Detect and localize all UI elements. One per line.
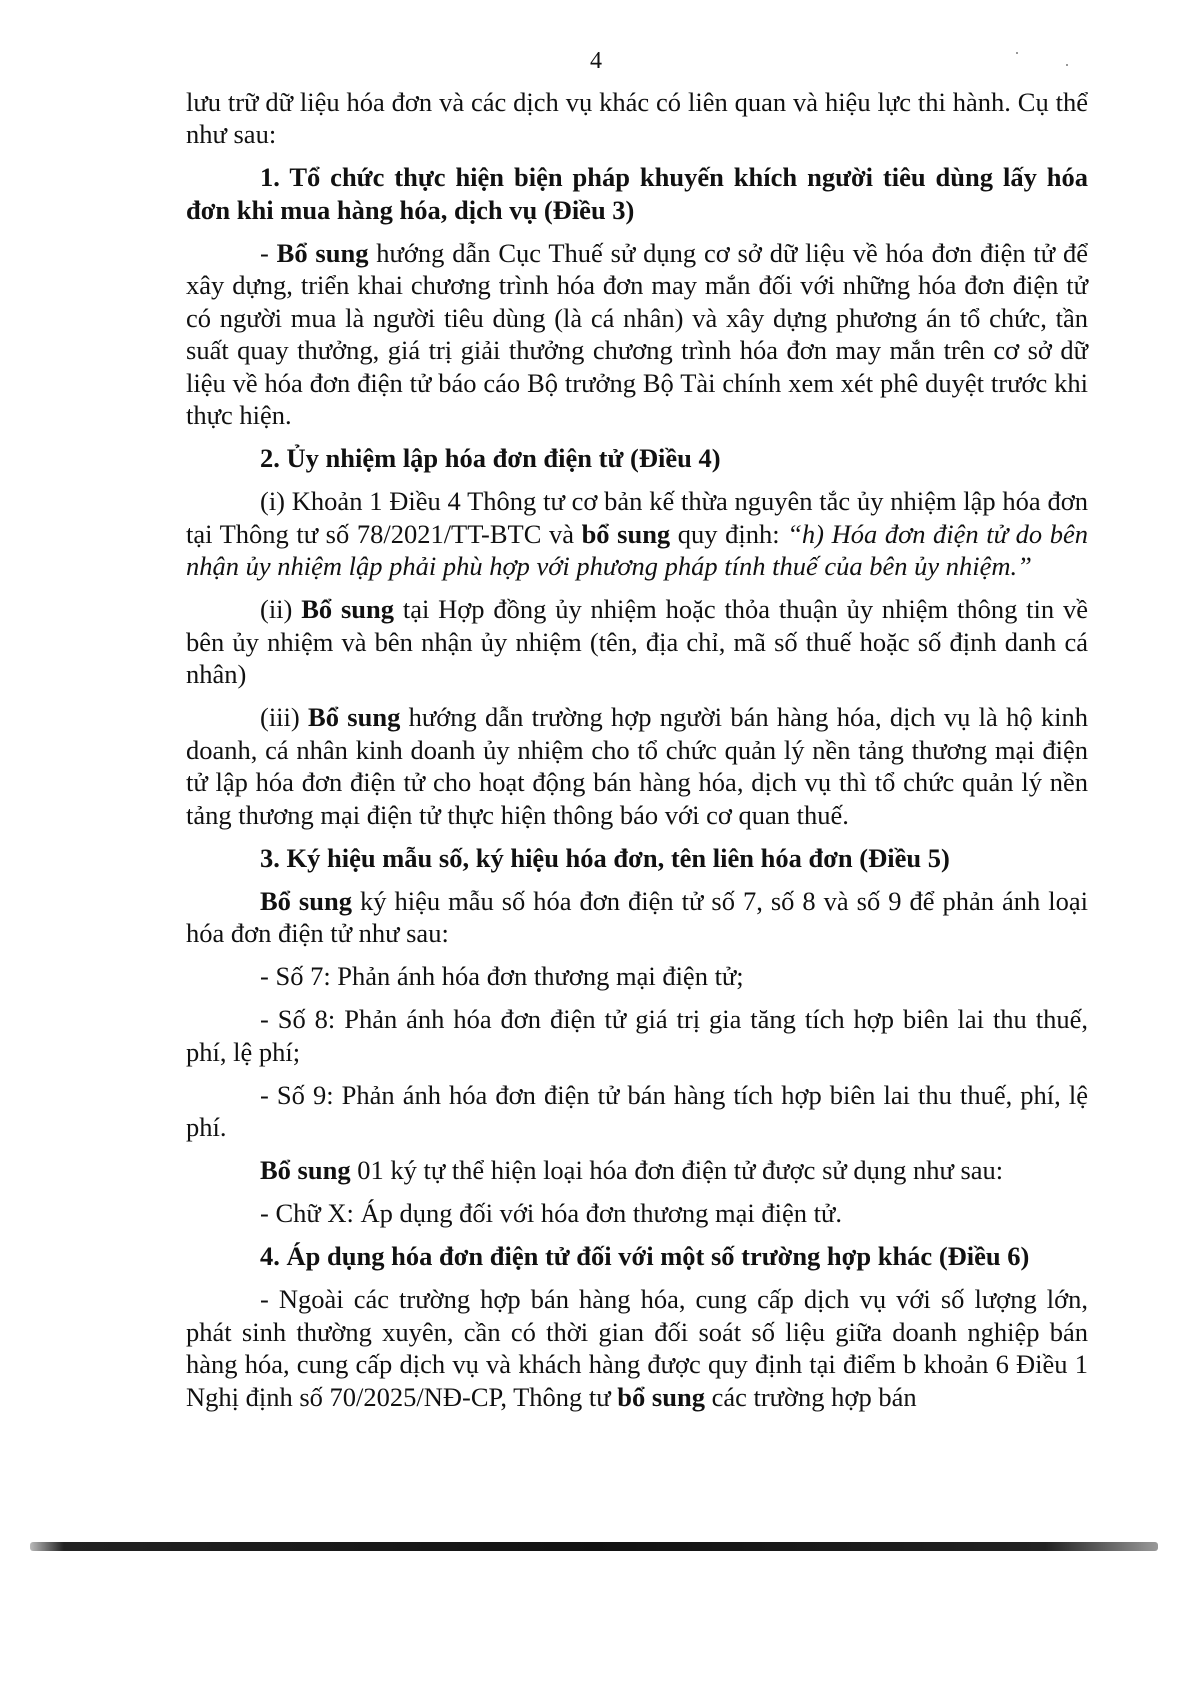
- emphasis-bold: Bổ sung: [260, 1155, 351, 1185]
- list-item: - Chữ X: Áp dụng đối với hóa đơn thương mại điện tử.: [260, 1198, 842, 1228]
- paragraph-text: hướng dẫn Cục Thuế sử dụng cơ sở dữ liệu về hóa đơn điện tử để xây dựng, triển khai chương trình hóa đơn may mắn đối với những hóa đơn điện tử có người mua là người tiêu dùng (là cá nhân) và xây dựng phương án tổ chức, tần suất quay thưởng, giá trị giải thưởng chương trình hóa đơn may mắn trên cơ sở dữ liệu về hóa đơn điện tử báo cáo Bộ trưởng Bộ Tài chính xem xét phê duyệt trước khi thực hiện.: [186, 237, 1088, 430]
- paragraph-text: hướng dẫn trường hợp người bán hàng hóa, dịch vụ là hộ kinh doanh, cá nhân kinh doanh ủy nhiệm cho tổ chức quản lý nền tảng thương mại điện tử lập hóa đơn điện tử cho hoạt động bán hàng hóa, dịch vụ thì tổ chức quản lý nền tảng thương mại điện tử thực hiện thông báo với cơ quan thuế.: [186, 702, 1088, 830]
- paragraph-lead: -: [260, 237, 277, 268]
- paragraph: [186, 885, 1088, 950]
- document-body: [186, 86, 1089, 1424]
- section-heading-1: 1. Tổ chức thực hiện biện pháp khuyến khích người tiêu dùng lấy hóa đơn khi mua hàng hóa, dịch vụ (Điều 3): [186, 162, 1088, 225]
- emphasis-bold: Bổ sung: [260, 885, 352, 916]
- paragraph: [186, 593, 1088, 691]
- list-item: - Số 9: Phản ánh hóa đơn điện tử bán hàng tích hợp biên lai thu thuế, phí, lệ phí.: [186, 1079, 1088, 1142]
- quoted-regulation: “h) Hóa đơn điện tử do bên nhận ủy nhiệm lập phải phù hợp với phương pháp tính thuế của bên ủy nhiệm.”: [186, 518, 1089, 581]
- emphasis-bold: Bổ sung: [308, 702, 401, 732]
- paragraph: [186, 1154, 1088, 1187]
- paragraph: [186, 237, 1088, 432]
- paragraph: [186, 701, 1088, 831]
- paragraph-text: ký hiệu mẫu số hóa đơn điện tử số 7, số 8 và số 9 để phản ánh loại hóa đơn điện tử như sau:: [186, 885, 1088, 948]
- emphasis-bold: Bổ sung: [276, 237, 369, 268]
- scan-edge-bar: [30, 1542, 1158, 1551]
- paragraph-text: tại Hợp đồng ủy nhiệm hoặc thỏa thuận ủy nhiệm thông tin về bên ủy nhiệm và bên nhận ủy nhiệm (tên, địa chỉ, mã số thuế hoặc số định danh cá nhân): [186, 594, 1088, 689]
- paragraph-lead: (ii): [260, 594, 302, 624]
- emphasis-bold: Bổ sung: [301, 594, 394, 624]
- section-heading-3: 3. Ký hiệu mẫu số, ký hiệu hóa đơn, tên liên hóa đơn (Điều 5): [260, 842, 950, 873]
- page-number: 4: [590, 48, 602, 74]
- paragraph-text: - Ngoài các trường hợp bán hàng hóa, cung cấp dịch vụ với số lượng lớn, phát sinh thường xuyên, cần có thời gian đối soát số liệu giữa doanh nghiệp bán hàng hóa, cung cấp dịch vụ và khách hàng được quy định tại điểm b khoản 6 Điều 1 Nghị định số 70/2025/NĐ-CP, Thông tư: [186, 1284, 1088, 1412]
- emphasis-bold: bổ sung: [617, 1381, 705, 1412]
- paragraph-text: (i) Khoản 1 Điều 4 Thông tư cơ bản kế thừa nguyên tắc ủy nhiệm lập hóa đơn tại Thông tư số 78/2021/TT-BTC và: [186, 486, 1088, 549]
- emphasis-bold: bổ sung: [581, 518, 671, 549]
- list-item: - Số 7: Phản ánh hóa đơn thương mại điện tử;: [260, 961, 744, 991]
- paragraph-continuation: [186, 86, 1088, 151]
- paragraph: [186, 1283, 1088, 1413]
- list-item: - Số 8: Phản ánh hóa đơn điện tử giá trị gia tăng tích hợp biên lai thu thuế, phí, lệ phí;: [186, 1004, 1088, 1067]
- paragraph: [186, 485, 1088, 583]
- paragraph-text: lưu trữ dữ liệu hóa đơn và các dịch vụ khác có liên quan và hiệu lực thi hành. Cụ thể như sau:: [186, 86, 1088, 149]
- section-heading-4: 4. Áp dụng hóa đơn điện tử đối với một số trường hợp khác (Điều 6): [260, 1241, 1030, 1271]
- paragraph-text: 01 ký tự thể hiện loại hóa đơn điện tử được sử dụng như sau:: [350, 1155, 1004, 1185]
- section-heading-2: 2. Ủy nhiệm lập hóa đơn điện tử (Điều 4): [260, 443, 721, 473]
- scan-speck: [1066, 64, 1068, 66]
- scan-speck: [1016, 52, 1018, 54]
- paragraph-lead: (iii): [260, 702, 309, 732]
- paragraph-text: quy định:: [670, 518, 788, 549]
- paragraph-text: các trường hợp bán: [704, 1381, 917, 1412]
